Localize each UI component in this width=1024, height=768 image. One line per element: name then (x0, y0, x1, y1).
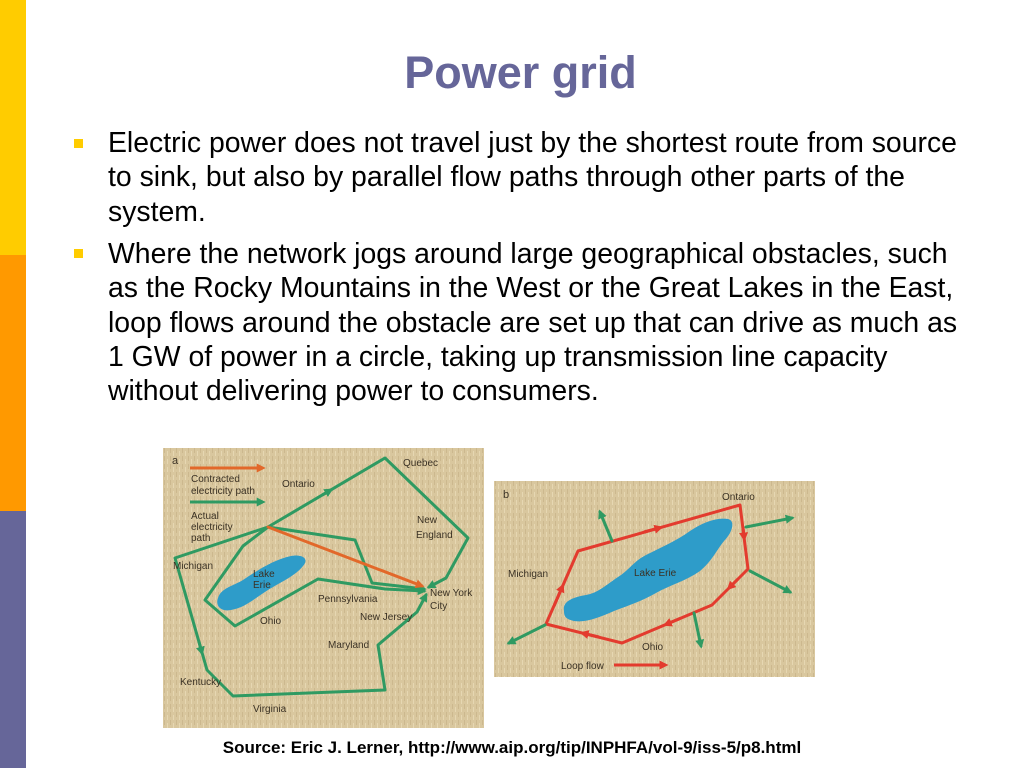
figure-a-map (163, 448, 484, 728)
legend-actual-label: Actual (191, 511, 219, 522)
legend-actual-label: electricity (191, 522, 233, 533)
label-ohio: Ohio (642, 642, 664, 653)
label-lake-erie: Lake (253, 569, 275, 580)
label-virginia: Virginia (253, 704, 287, 715)
square-bullet-icon (74, 249, 83, 258)
label-quebec: Quebec (403, 458, 439, 469)
label-michigan: Michigan (173, 561, 214, 572)
loop-flow-direction-arrow (743, 527, 744, 537)
legend-contracted-label: Contracted (191, 474, 240, 485)
label-new-england: New (417, 515, 438, 526)
legend-contracted-label: electricity path (191, 486, 255, 497)
source-citation: Source: Eric J. Lerner, http://www.aip.org/tip/INPHFA/vol-9/iss-5/p8.html (222, 738, 802, 757)
bullet-text: Electric power does not travel just by the shortest route from source to sink, but also by parallel flow paths through other parts of the system. (108, 127, 957, 228)
label-new-jersey: New Jersey (360, 612, 413, 623)
panel-label-a: a (172, 455, 179, 467)
panel-label-b: b (503, 489, 510, 501)
figure-b-map (494, 481, 815, 677)
square-bullet-icon (74, 139, 83, 148)
bullet-item (0, 237, 970, 409)
label-new-york-city: City (430, 601, 448, 612)
label-ontario: Ontario (722, 492, 755, 503)
bullet-text: Where the network jogs around large geographical obstacles, such as the Rocky Mountains in the West or the Great Lakes in the East, loop flows around the obstacle are set up that can drive as much as 1 GW of power in a circle, taking up transmission line capacity without delivering power to consumers. (108, 237, 958, 408)
slide-title: Power grid (404, 47, 637, 98)
label-maryland: Maryland (328, 640, 370, 651)
label-michigan: Michigan (508, 569, 549, 580)
label-ohio: Ohio (260, 616, 282, 627)
bullet-list (0, 126, 970, 416)
label-kentucky: Kentucky (180, 677, 222, 688)
label-new-york-city: New York (430, 588, 473, 599)
label-new-england: England (416, 530, 453, 541)
label-lake-erie: Lake Erie (634, 568, 677, 579)
legend-loop-flow-label: Loop flow (561, 661, 604, 672)
side-bar-purple-segment (0, 511, 26, 768)
bullet-item (0, 126, 970, 229)
label-lake-erie: Erie (253, 580, 271, 591)
legend-actual-label: path (191, 533, 211, 544)
label-pennsylvania: Pennsylvania (318, 594, 378, 605)
label-ontario: Ontario (282, 479, 315, 490)
